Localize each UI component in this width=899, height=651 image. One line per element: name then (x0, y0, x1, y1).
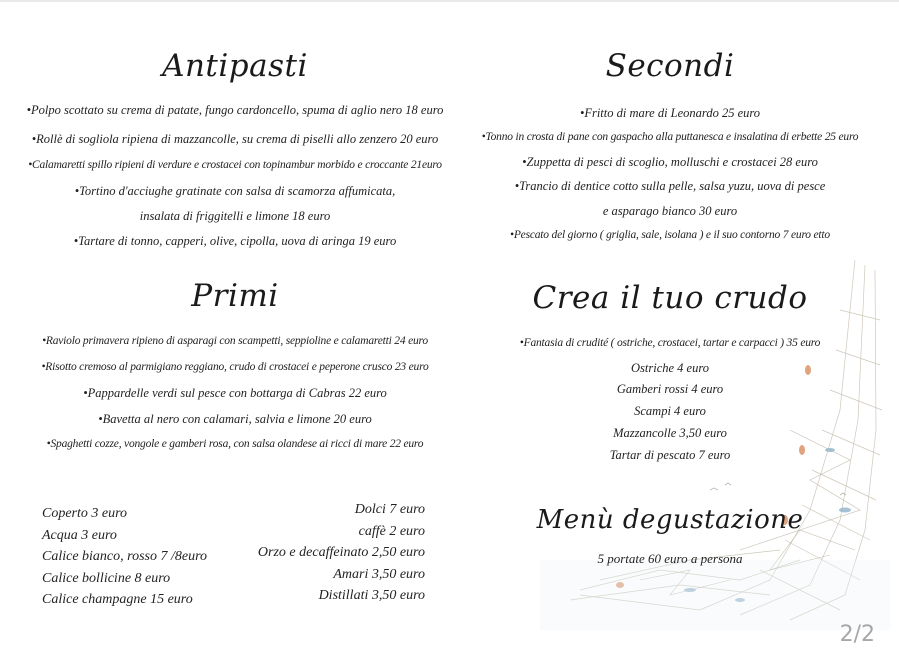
page-indicator: 2/2 (839, 622, 875, 647)
crudo-item: Gamberi rossi 4 euro (616, 382, 724, 396)
extras-item: caffè 2 euro (358, 523, 425, 539)
crudo-item: •Fantasia di crudité ( ostriche, crostacei, tartar e carpacci ) 35 euro (519, 337, 821, 349)
degustazione-subtitle: 5 portate 60 euro a persona (597, 551, 743, 566)
extras-item: Distillati 3,50 euro (318, 588, 425, 603)
primi-item: •Risotto cremoso al parmigiano reggiano, crudo di crostacei e peperone crusco 23 euro (41, 361, 429, 373)
primi-item: •Pappardelle verdi sul pesce con bottarga di Cabras 22 euro (83, 386, 387, 400)
extras-item: Acqua 3 euro (42, 527, 117, 543)
top-divider (0, 0, 899, 2)
antipasti-item: insalata di friggitelli e limone 18 euro (139, 209, 331, 223)
extras-item: Orzo e decaffeinato 2,50 euro (257, 545, 425, 560)
secondi-item: e asparago bianco 30 euro (602, 204, 738, 218)
extras-item: Calice bianco, rosso 7 /8euro (42, 549, 208, 564)
antipasti-title: Antipasti (162, 48, 308, 84)
primi-item: •Spaghetti cozze, vongole e gamberi rosa, con salsa olandese ai ricci di mare 22 euro (46, 438, 424, 450)
secondi-item: •Pescato del giorno ( griglia, sale, isolana ) e il suo contorno 7 euro etto (510, 229, 830, 241)
antipasti-item: •Calamaretti spillo ripieni di verdure e crostacei con topinambur morbido e croccante 21euro (28, 159, 442, 171)
primi-title: Primi (191, 278, 279, 314)
secondi-item: •Fritto di mare di Leonardo 25 euro (579, 106, 761, 120)
crudo-item: Scampi 4 euro (634, 404, 706, 418)
crudo-title: Crea il tuo crudo (532, 280, 808, 316)
extras-item: Calice bollicine 8 euro (42, 570, 171, 586)
secondi-item: •Trancio di dentice cotto sulla pelle, salsa yuzu, uova di pesce (514, 179, 826, 193)
crudo-item: Tartar di pescato 7 euro (609, 448, 731, 462)
extras-item: Calice champagne 15 euro (42, 592, 193, 607)
degustazione-title: Menù degustazione (536, 505, 804, 535)
antipasti-item: •Tartare di tonno, capperi, olive, cipolla, uova di aringa 19 euro (73, 234, 397, 248)
secondi-title: Secondi (605, 48, 735, 84)
extras-item: Dolci 7 euro (354, 502, 425, 517)
extras-left-list (42, 506, 207, 614)
primi-item: •Raviolo primavera ripieno di asparagi con scampetti, seppioline e calamaretti 24 euro (42, 335, 428, 347)
crudo-item: Ostriche 4 euro (631, 361, 709, 375)
secondi-item: •Tonno in crosta di pane con gaspacho alla puttanesca e insalatina di erbette 25 euro (481, 131, 859, 143)
extras-right-list (258, 502, 425, 610)
secondi-item: •Zuppetta di pesci di scoglio, molluschi e crostacei 28 euro (522, 155, 818, 169)
antipasti-item: •Polpo scottato su crema di patate, fungo cardoncello, spuma di aglio nero 18 euro (26, 103, 444, 117)
extras-item: Amari 3,50 euro (333, 566, 425, 582)
primi-item: •Bavetta al nero con calamari, salvia e limone 20 euro (98, 412, 372, 426)
antipasti-item: •Rollè di sogliola ripiena di mazzancolle, su crema di piselli allo zenzero 20 euro (31, 132, 439, 146)
crudo-item: Mazzancolle 3,50 euro (613, 426, 727, 440)
antipasti-item: •Tortino d'acciughe gratinate con salsa di scamorza affumicata, (74, 184, 396, 198)
extras-item: Coperto 3 euro (42, 506, 128, 521)
